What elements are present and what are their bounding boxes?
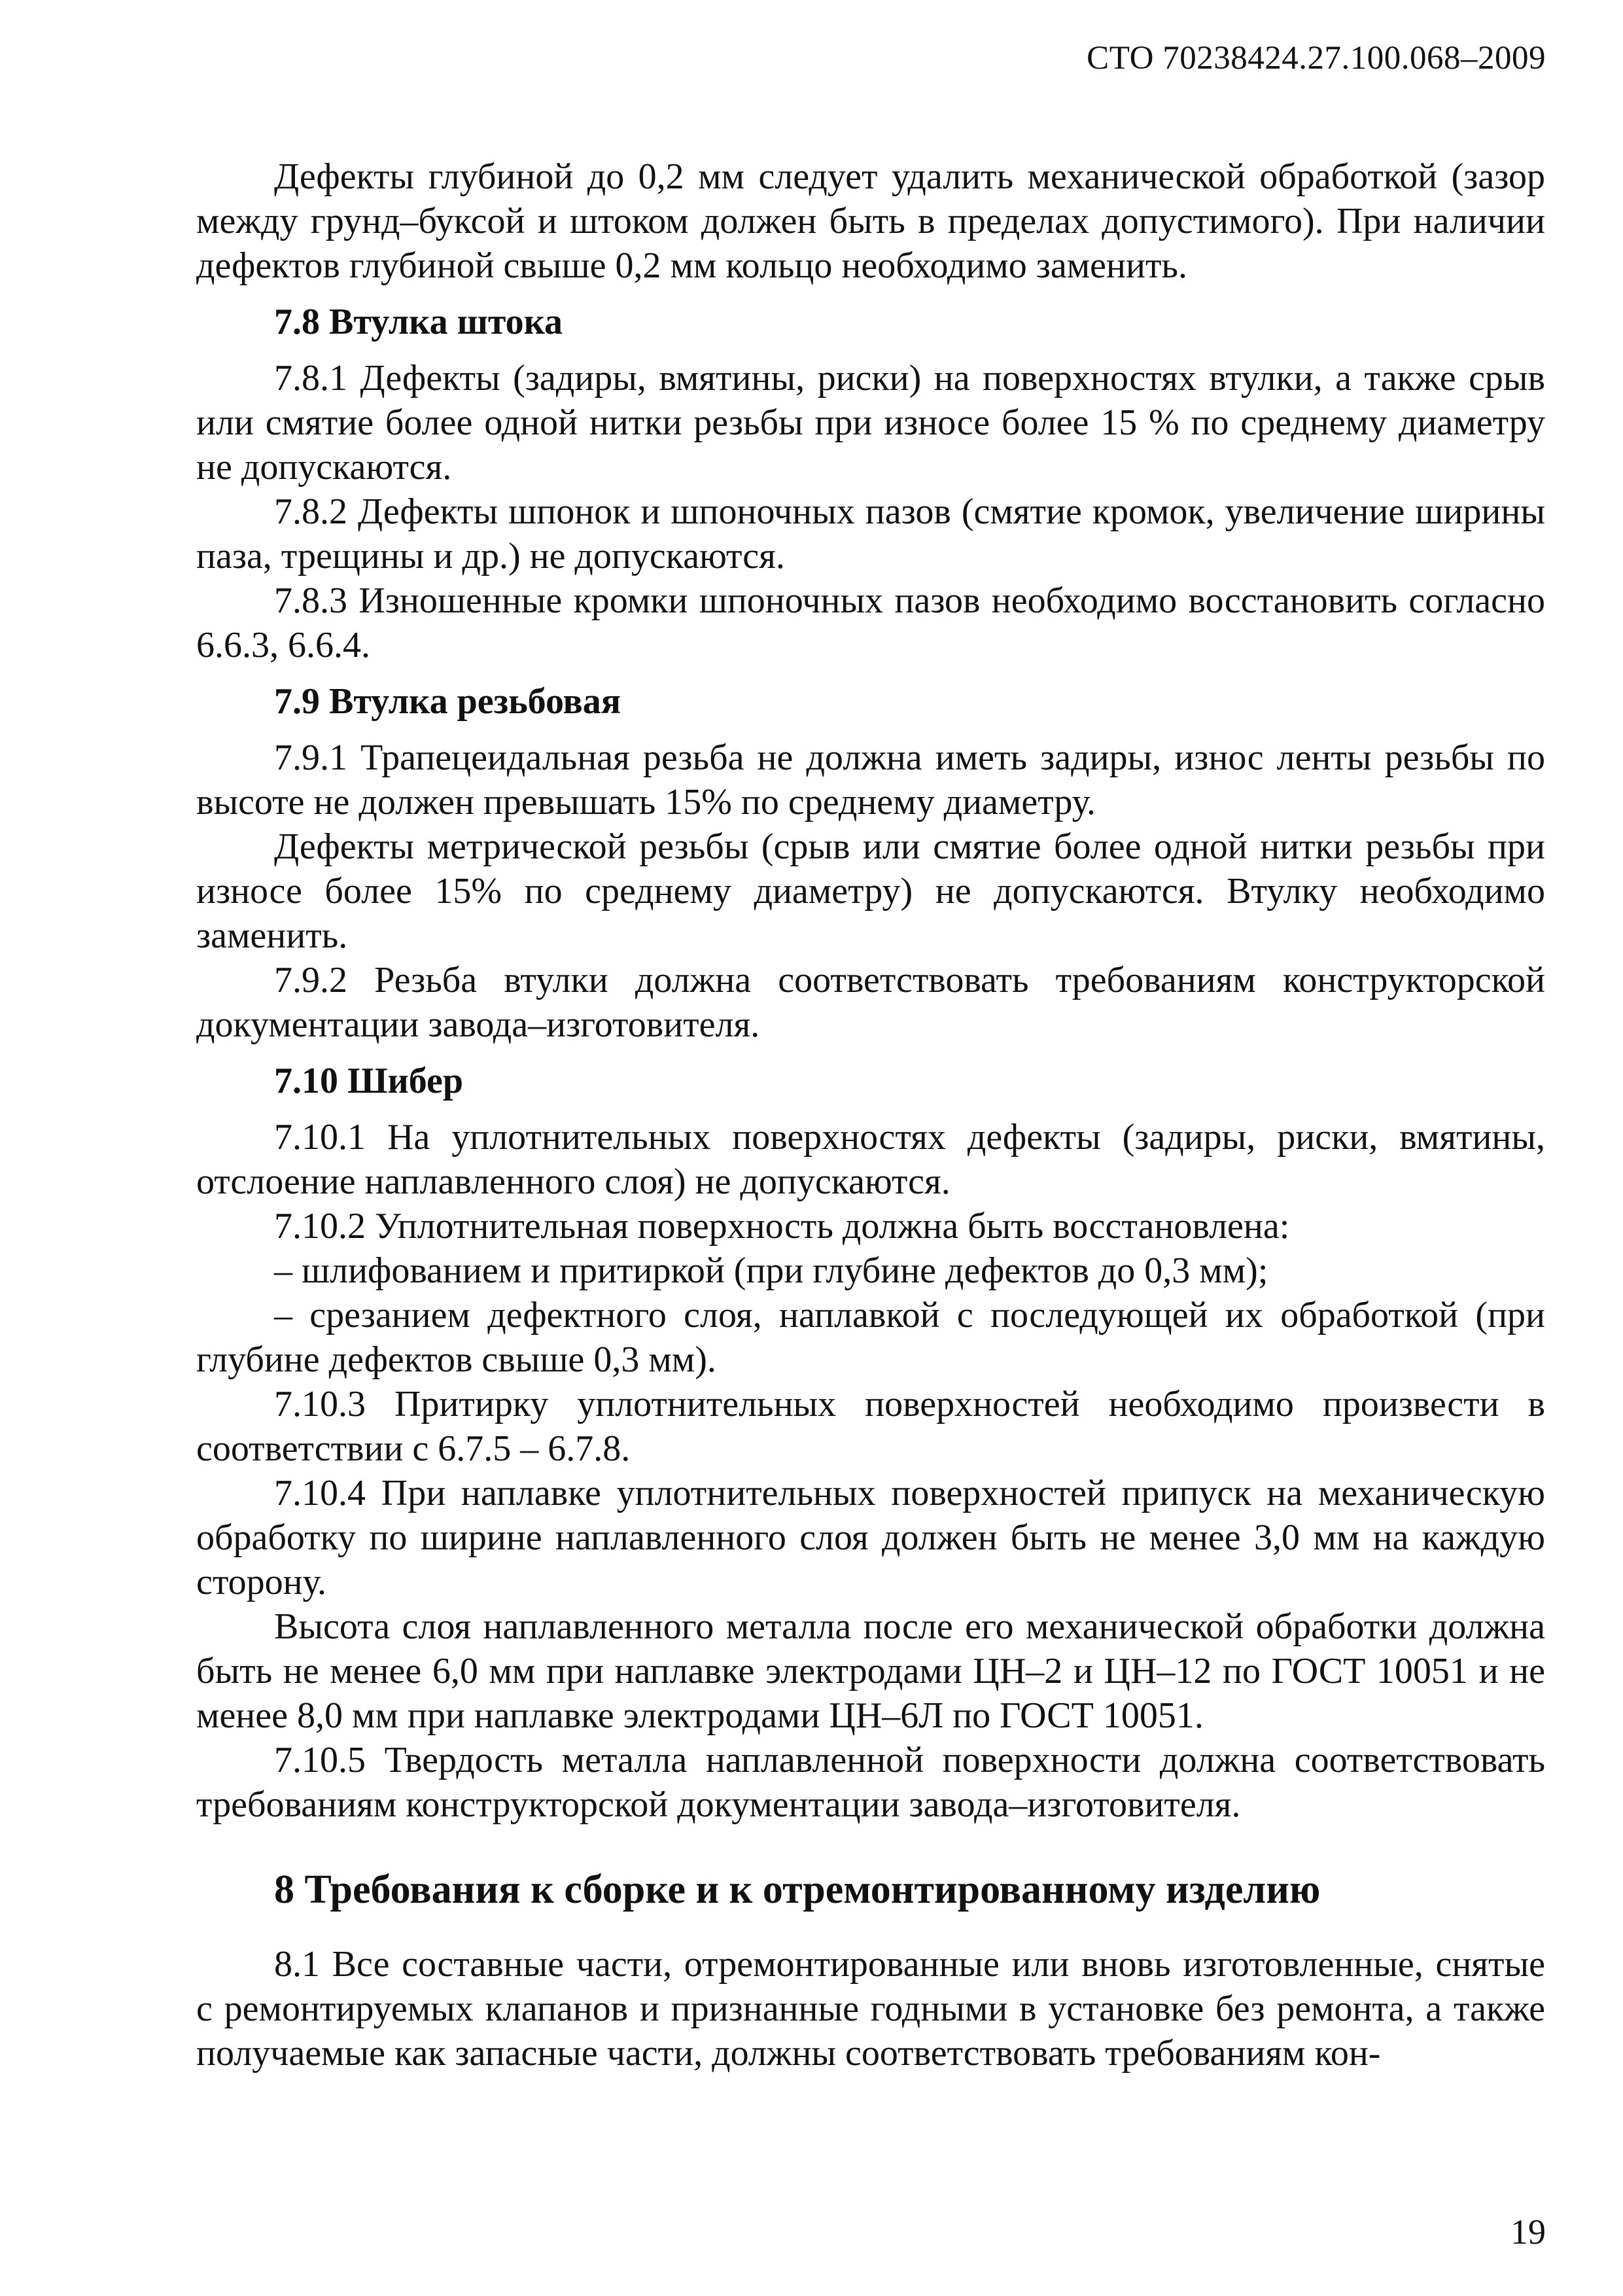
document-code-header: СТО 70238424.27.100.068–2009 <box>1087 40 1546 77</box>
paragraph-8-1: 8.1 Все составные части, отремонтированные или вновь изготовленные, снятые с ремонтируемых клапанов и признанные годными в установке без ремонта, а также получаемые как запасные части, должны соответствовать требованиям кон- <box>196 1944 1545 2074</box>
section-7-8-heading: 7.8 Втулка штока <box>274 302 563 342</box>
page-number: 19 <box>1510 2212 1546 2252</box>
paragraph-7-9-1: 7.9.1 Трапецеидальная резьба не должна иметь задиры, износ ленты резьбы по высоте не должен превышать 15% по среднему диаметру. <box>196 737 1545 822</box>
paragraph-7-10-5: 7.10.5 Твердость металла наплавленной поверхности должна соответствовать требованиям конструкторской документации завода–изготовителя. <box>196 1740 1545 1825</box>
list-item-dash-1: – шлифованием и притиркой (при глубине дефектов до 0,3 мм); <box>274 1250 1268 1291</box>
section-7-9-heading: 7.9 Втулка резьбовая <box>274 681 621 722</box>
paragraph-7-9-2: 7.9.2 Резьба втулки должна соответствовать требованиям конструкторской документации завода–изготовителя. <box>196 960 1545 1045</box>
section-7-10-heading: 7.10 Шибер <box>274 1061 464 1101</box>
paragraph-7-8-3: 7.8.3 Изношенные кромки шпоночных пазов необходимо восстановить согласно 6.6.3, 6.6.4. <box>196 580 1545 665</box>
paragraph-intro: Дефекты глубиной до 0,2 мм следует удалить механической обработкой (зазор между грунд–буксой и штоком должен быть в пределах допустимого). При наличии дефектов глубиной свыше 0,2 мм кольцо необходимо заменить. <box>196 156 1545 286</box>
paragraph-7-10-2: 7.10.2 Уплотнительная поверхность должна быть восстановлена: <box>274 1206 1290 1246</box>
paragraph-7-10-4-b: Высота слоя наплавленного металла после его механической обработки должна быть не менее 6,0 мм при наплавке электродами ЦН–2 и ЦН–12 по ГОСТ 10051 и не менее 8,0 мм при наплавке электродами ЦН–6Л по ГОСТ 10051. <box>196 1606 1545 1736</box>
paragraph-7-10-3: 7.10.3 Притирку уплотнительных поверхностей необходимо произвести в соответствии с 6.7.5 – 6.7.8. <box>196 1384 1545 1469</box>
paragraph-7-8-1: 7.8.1 Дефекты (задиры, вмятины, риски) на поверхностях втулки, а также срыв или смятие более одной нитки резьбы при износе более 15 % по среднему диаметру не допускаются. <box>196 358 1545 487</box>
paragraph-7-10-1: 7.10.1 На уплотнительных поверхностях дефекты (задиры, риски, вмятины, отслоение наплавленного слоя) не допускаются. <box>196 1117 1545 1202</box>
paragraph-7-10-4: 7.10.4 При наплавке уплотнительных поверхностей припуск на механическую обработку по ширине наплавленного слоя должен быть не менее 3,0 мм на каждую сторону. <box>196 1473 1545 1602</box>
section-8-heading: 8 Требования к сборке и к отремонтированному изделию <box>274 1867 1321 1912</box>
paragraph-7-9-1-b: Дефекты метрической резьбы (срыв или смятие более одной нитки резьбы при износе более 15% по среднему диаметру) не допускаются. Втулку необходимо заменить. <box>196 826 1545 956</box>
document-body <box>196 154 1545 2075</box>
list-item-dash-2: – срезанием дефектного слоя, наплавкой с последующей их обработкой (при глубине дефектов свыше 0,3 мм). <box>196 1295 1545 1380</box>
paragraph-7-8-2: 7.8.2 Дефекты шпонок и шпоночных пазов (смятие кромок, увеличение ширины паза, трещины и др.) не допускаются. <box>196 491 1545 576</box>
